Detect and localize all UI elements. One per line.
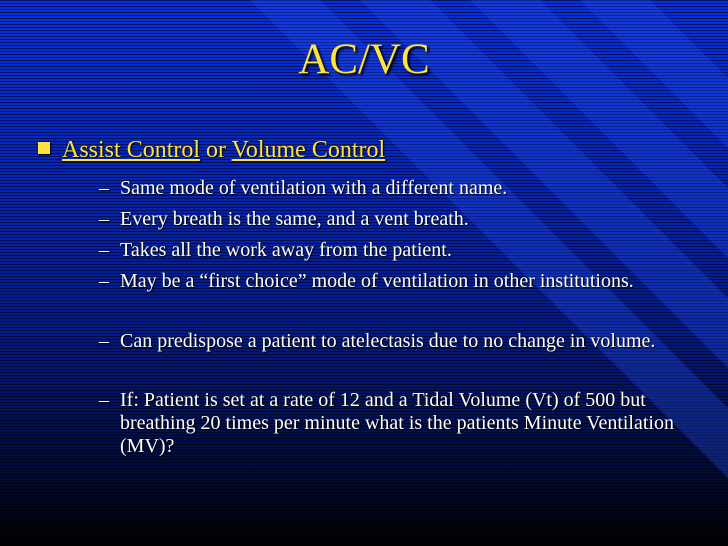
sub-bullet-text: May be a “first choice” mode of ventilation in other institutions.	[120, 270, 634, 292]
sub-bullet-text: Takes all the work away from the patient.	[120, 239, 452, 261]
slide-title: AC/VC	[298, 36, 430, 83]
sub-bullet	[99, 208, 680, 231]
assist-control-link[interactable]: Assist Control	[62, 137, 201, 163]
sub-bullet	[99, 389, 680, 458]
sub-bullet-text: If: Patient is set at a rate of 12 and a Tidal Volume (Vt) of 500 but breathing 20 times per minute what is the patients Minute Ventilation (MV)?	[120, 389, 674, 457]
sub-bullet	[99, 177, 680, 200]
dash-bullet-icon: –	[99, 389, 109, 411]
square-bullet-icon	[38, 142, 50, 154]
dash-bullet-icon: –	[99, 208, 109, 230]
sub-bullet-text: Every breath is the same, and a vent breath.	[120, 208, 469, 230]
sub-bullet	[99, 270, 680, 293]
connector-text: or	[200, 137, 232, 163]
dash-bullet-icon: –	[99, 270, 109, 292]
sub-bullet-text: Can predispose a patient to atelectasis due to no change in volume.	[120, 330, 656, 352]
dash-bullet-icon: –	[99, 177, 109, 199]
dash-bullet-icon: –	[99, 239, 109, 261]
sub-bullet	[99, 330, 680, 353]
sub-bullet	[99, 239, 680, 262]
volume-control-link[interactable]: Volume Control	[231, 137, 386, 163]
sub-bullet-text: Same mode of ventilation with a different name.	[120, 177, 508, 199]
main-bullet	[62, 137, 385, 164]
dash-bullet-icon: –	[99, 330, 109, 352]
